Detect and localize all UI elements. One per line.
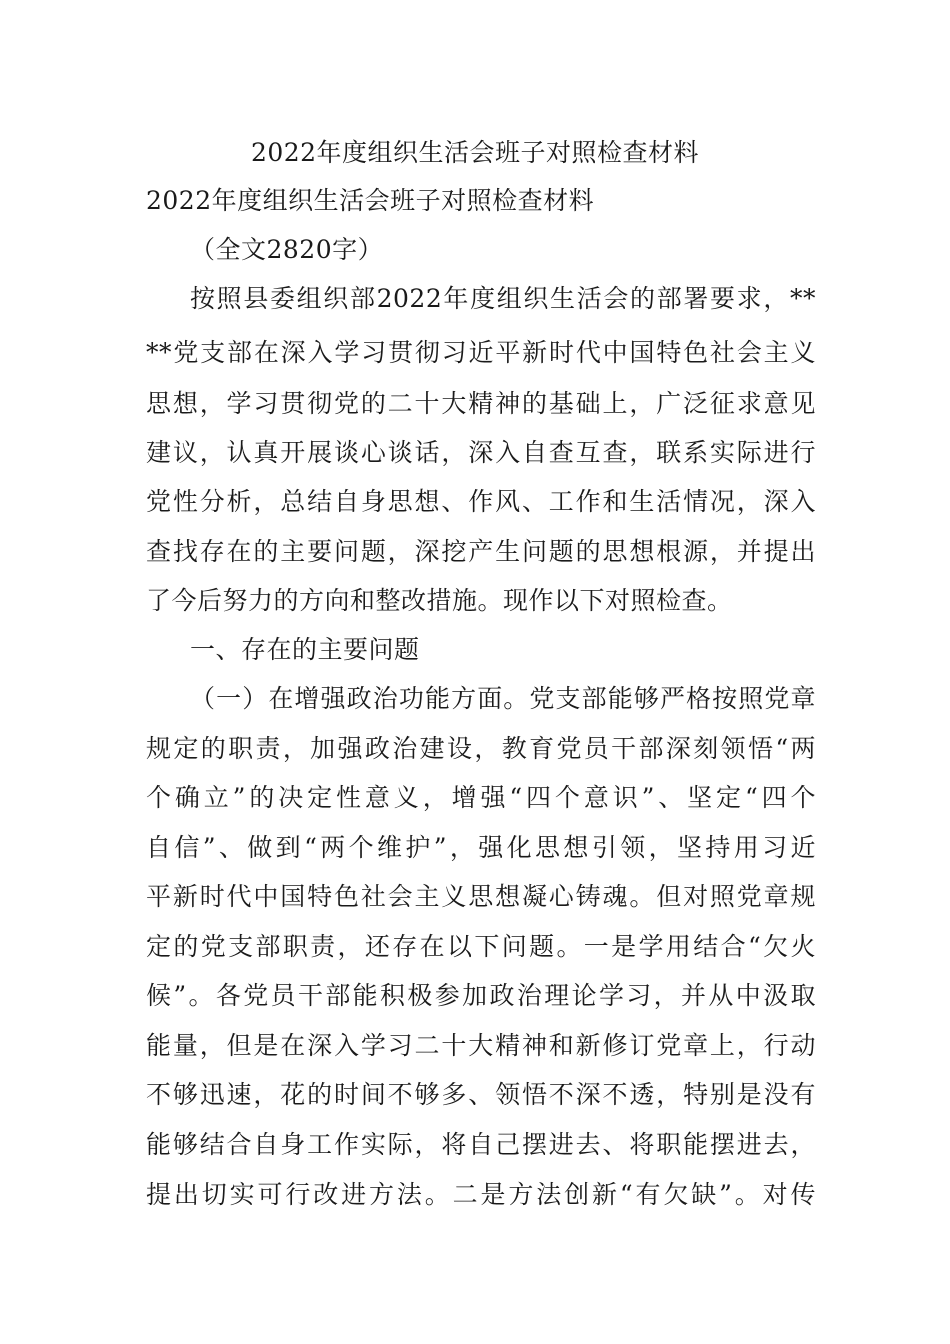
paragraph-line: 建议，认真开展谈心谈话，深入自查互查，联系实际进行 [146,438,816,467]
paragraph-line: 能量，但是在深入学习二十大精神和新修订党章上，行动 [146,1031,816,1060]
paragraph-line: **党支部在深入学习贯彻习近平新时代中国特色社会主义 [146,338,816,367]
paragraph-line: 不够迅速，花的时间不够多、领悟不深不透，特别是没有 [146,1080,816,1109]
paragraph-line: 了今后努力的方向和整改措施。现作以下对照检查。 [146,586,733,615]
paragraph-line: 自信”、做到“两个维护”，强化思想引领，坚持用习近 [146,833,816,862]
paragraph-line: 按照县委组织部2022年度组织生活会的部署要求，** [190,284,816,313]
paragraph-line: （一）在增强政治功能方面。党支部能够严格按照党章 [190,684,816,713]
paragraph-line: 党性分析，总结自身思想、作风、工作和生活情况，深入 [146,487,816,516]
word-count: （全文2820字） [190,235,384,264]
paragraph-line: 能够结合自身工作实际，将自己摆进去、将职能摆进去， [146,1130,816,1159]
paragraph-line: 规定的职责，加强政治建设，教育党员干部深刻领悟“两 [146,734,816,763]
section-title: 一、存在的主要问题 [190,635,420,664]
document-heading: 2022年度组织生活会班子对照检查材料 [250,138,700,167]
paragraph-line: 思想，学习贯彻党的二十大精神的基础上，广泛征求意见 [146,389,816,418]
paragraph-line: 定的党支部职责，还存在以下问题。一是学用结合“欠火 [146,932,816,961]
paragraph-line: 查找存在的主要问题，深挖产生问题的思想根源，并提出 [146,537,816,566]
paragraph-line: 提出切实可行改进方法。二是方法创新“有欠缺”。对传 [146,1180,816,1209]
paragraph-line: 平新时代中国特色社会主义思想凝心铸魂。但对照党章规 [146,882,816,911]
paragraph-line: 候”。各党员干部能积极参加政治理论学习，并从中汲取 [146,981,816,1010]
document-subheading: 2022年度组织生活会班子对照检查材料 [146,186,595,215]
paragraph-line: 个确立”的决定性意义，增强“四个意识”、坚定“四个 [146,783,816,812]
